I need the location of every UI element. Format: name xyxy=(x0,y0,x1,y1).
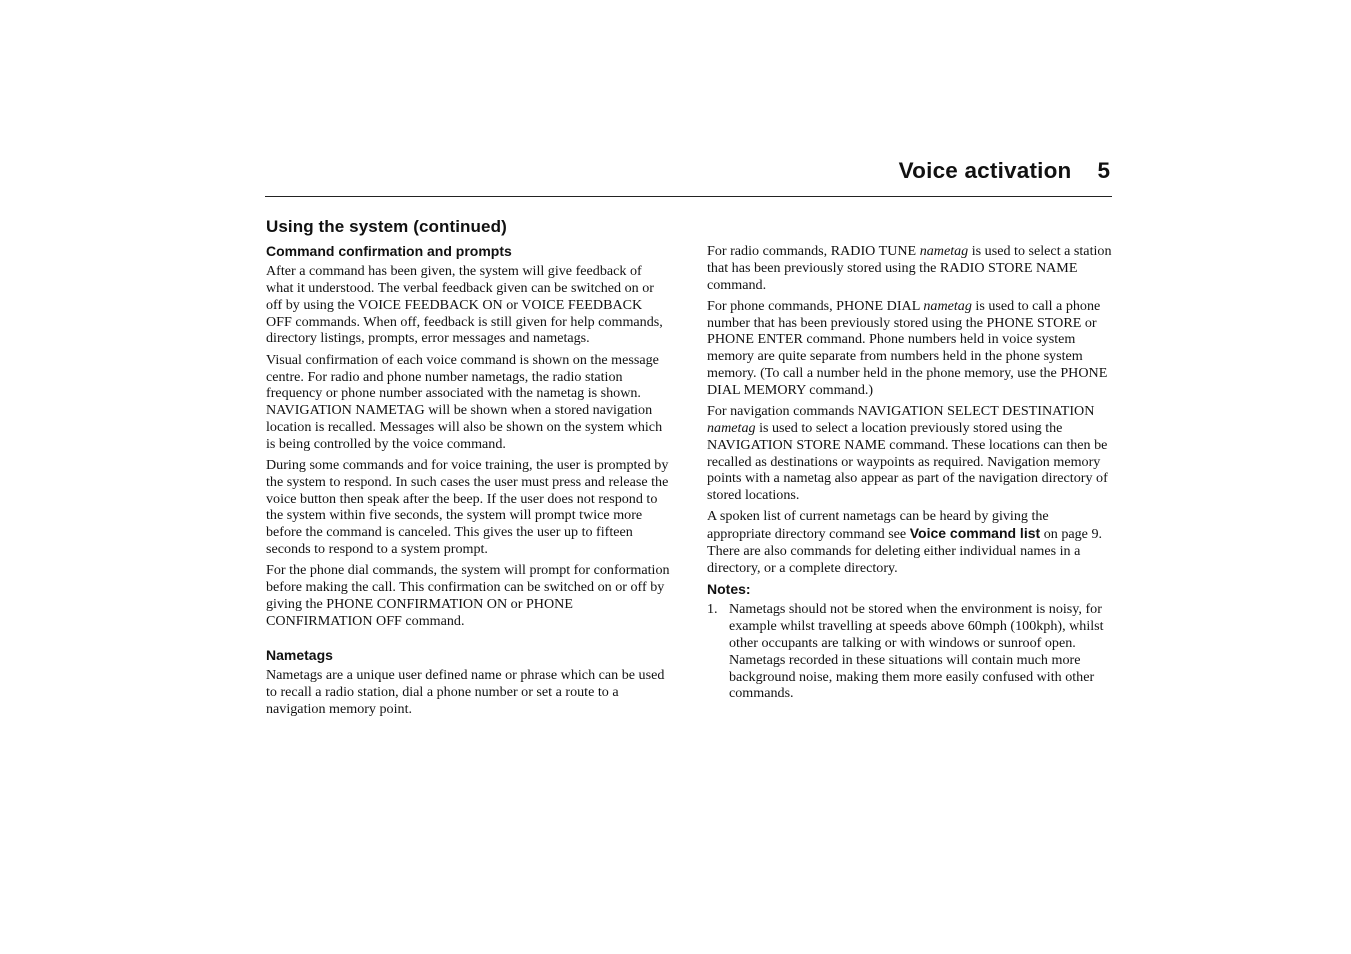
nametags-paragraph: Nametags are a unique user defined name or phrase which can be used to recall a radio station, dial a phone number or set a route to a navigation memory point. xyxy=(266,667,665,717)
note-text: Nametags should not be stored when the environment is noisy, for example whilst travelling at speeds above 60mph (100kph), whilst other occupants are talking or with windows or sunroof open. Nametags recorded in these situations will contain much more background noise, making them more easily confused with other commands. xyxy=(729,601,1104,702)
notes-list xyxy=(707,601,1112,702)
visual-confirmation-paragraph: Visual confirmation of each voice command is shown on the message centre. For radio and phone number nametags, the radio station frequency or phone number associated with the nametag is shown. NAVIGATION NAMETAG will be shown when a stored navigation location is recalled. Messages will also be shown on the system which is being controlled by the voice command. xyxy=(266,351,663,452)
prompt-paragraph: During some commands and for voice training, the user is prompted by the system to respond. In such cases the user must press and release the voice button then speak after the beep. If the user does not respond to the system within five seconds, the system will prompt twice more before the command is canceled. This gives the user up to fifteen seconds to respond to a system prompt. xyxy=(266,457,669,558)
right-column xyxy=(707,243,1112,702)
phone-commands-paragraph: For phone commands, PHONE DIAL nametag is used to call a phone number that has been previously stored using the PHONE STORE or PHONE ENTER command. Phone numbers held in voice system memory are quite separate from numbers held in the phone system memory. (To call a number held in the phone memory, use the PHONE DIAL MEMORY command.) xyxy=(707,297,1108,398)
feedback-paragraph: After a command has been given, the system will give feedback of what it understood. The verbal feedback given can be switched on or off by using the VOICE FEEDBACK ON or VOICE FEEDBACK OFF commands. When off, feedback is still given for help commands, directory listings, prompts, error messages and nametags. xyxy=(266,263,663,347)
page-number: 5 xyxy=(1097,158,1110,183)
nametags-subheading: Nametags xyxy=(266,647,333,664)
note-item xyxy=(707,601,1112,702)
page-title: Voice activation xyxy=(898,158,1072,183)
phone-confirmation-paragraph: For the phone dial commands, the system will prompt for conformation before making the call. This confirmation can be switched on or off by giving the PHONE CONFIRMATION ON or PHONE CONFIRMATION OFF command. xyxy=(266,562,670,629)
radio-commands-paragraph: For radio commands, RADIO TUNE nametag is used to select a station that has been previously stored using the RADIO STORE NAME command. xyxy=(707,243,1112,293)
voice-command-list-reference: Voice command list xyxy=(909,525,1041,542)
note-number: 1. xyxy=(707,601,718,618)
navigation-commands-paragraph: For navigation commands NAVIGATION SELECT DESTINATION nametag is used to select a location previously stored using the NAVIGATION STORE NAME command. These locations can then be recalled as destinations or waypoints as required. Navigation memory points with a nametag also appear as part of the navigation directory of stored locations. xyxy=(707,403,1108,504)
left-column xyxy=(266,243,671,722)
confirmation-subheading: Command confirmation and prompts xyxy=(266,243,512,259)
page-header xyxy=(265,158,1112,197)
nametag-list-paragraph: A spoken list of current nametags can be heard by giving the appropriate directory command see Voice command list on page 9. There are also commands for deleting either individual names in a directory, or a complete directory. xyxy=(707,508,1103,576)
section-heading: Using the system (continued) xyxy=(266,217,507,236)
notes-heading: Notes: xyxy=(707,581,751,598)
